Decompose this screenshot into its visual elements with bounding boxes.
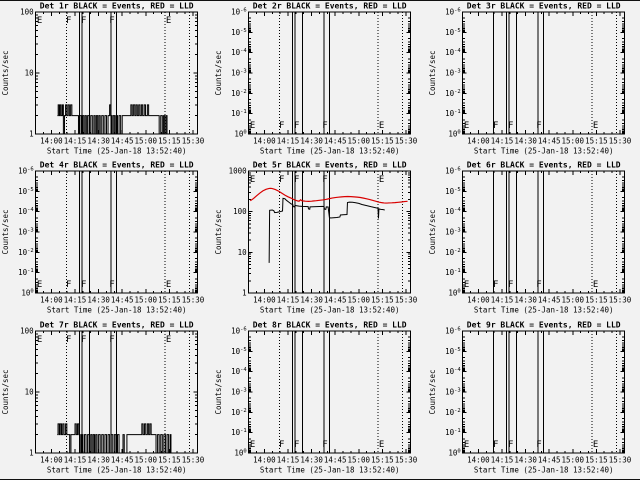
flag-letter: F xyxy=(294,120,300,131)
panel-grid xyxy=(0,1,640,479)
x-tick-label: 14:45 xyxy=(110,295,134,305)
y-tick-label: $10^0$ xyxy=(234,129,248,139)
x-tick-label: 14:15 xyxy=(63,455,87,465)
y-tick-label: 1000 xyxy=(228,166,248,176)
flag-letter: E xyxy=(36,334,43,345)
x-tick-label: 14:45 xyxy=(110,455,134,465)
y-tick-label: $10^{-3}$ xyxy=(231,68,248,78)
x-tick-label: 14:30 xyxy=(514,455,537,465)
events-series xyxy=(269,199,385,263)
flag-letter: F xyxy=(279,120,285,131)
x-tick-label: 14:00 xyxy=(253,295,277,305)
y-tick-label: 1 xyxy=(242,288,248,298)
x-tick-label: 15:30 xyxy=(181,136,205,146)
flag-letter: F xyxy=(507,439,514,450)
y-tick-label: 100 xyxy=(20,7,34,17)
flag-letter: F xyxy=(492,280,499,291)
x-axis-label: Start Time (25-Jan-18 13:52:40) xyxy=(260,465,400,475)
y-tick-label: $10^{-3}$ xyxy=(231,387,248,397)
x-axis-label: Start Time (25-Jan-18 13:52:40) xyxy=(473,305,614,315)
flag-letter: F xyxy=(80,280,87,291)
y-tick-label: $10^{-2}$ xyxy=(18,248,34,258)
x-tick-label: 14:15 xyxy=(277,295,300,305)
x-tick-label: 14:15 xyxy=(63,136,87,146)
x-tick-label: 15:00 xyxy=(134,295,158,305)
flag-letter: F xyxy=(80,334,87,345)
y-tick-label: 100 xyxy=(20,326,34,336)
y-tick-label: $10^{-6}$ xyxy=(444,7,461,17)
panel-title: Det 7r BLACK = Events, RED = LLD xyxy=(39,320,194,330)
x-axis-label: Start Time (25-Jan-18 13:52:40) xyxy=(473,146,614,156)
x-tick-label: 14:15 xyxy=(490,295,513,305)
x-tick-label: 15:00 xyxy=(561,295,584,305)
panel-title: Det 1r BLACK = Events, RED = LLD xyxy=(39,1,194,11)
x-axis-label: Start Time (25-Jan-18 13:52:40) xyxy=(46,146,187,156)
x-tick-label: 15:30 xyxy=(395,455,418,465)
events-series xyxy=(57,424,171,453)
x-tick-label: 15:30 xyxy=(395,136,418,146)
x-tick-label: 14:45 xyxy=(537,136,561,146)
x-tick-label: 14:15 xyxy=(490,136,513,146)
x-tick-label: 14:30 xyxy=(514,295,537,305)
y-tick-label: $10^{-5}$ xyxy=(18,187,34,197)
y-tick-label: $10^0$ xyxy=(21,288,34,298)
flag-letter: F xyxy=(322,175,329,186)
x-tick-label: 14:00 xyxy=(466,136,490,146)
x-tick-label: 15:00 xyxy=(347,295,371,305)
y-tick-label: $10^{-4}$ xyxy=(444,48,461,58)
y-axis-label: Counts/sec xyxy=(214,369,224,415)
x-tick-label: 14:45 xyxy=(324,295,347,305)
detector-panel xyxy=(427,320,640,479)
x-tick-label: 14:30 xyxy=(300,295,324,305)
x-tick-label: 14:45 xyxy=(324,136,347,146)
flag-letter: F xyxy=(535,280,542,291)
x-tick-label: 14:00 xyxy=(253,455,277,465)
y-tick-label: $10^{-1}$ xyxy=(444,268,461,278)
y-axis-label: Counts/sec xyxy=(0,369,10,415)
y-tick-label: $10^{-5}$ xyxy=(444,27,461,37)
panel-title: Det 9r BLACK = Events, RED = LLD xyxy=(466,320,621,330)
flag-letter: F xyxy=(535,439,542,450)
x-tick-label: 15:30 xyxy=(608,295,631,305)
x-tick-label: 15:30 xyxy=(181,455,205,465)
y-tick-label: $10^{-6}$ xyxy=(18,166,34,176)
flag-letter: E xyxy=(165,280,172,291)
y-tick-label: $10^0$ xyxy=(448,288,461,298)
x-tick-label: 15:15 xyxy=(371,455,394,465)
x-tick-label: 14:00 xyxy=(466,455,490,465)
y-axis-label: Counts/sec xyxy=(427,369,437,415)
flag-letter: F xyxy=(322,439,329,450)
y-axis-label: Counts/sec xyxy=(0,209,10,255)
flag-letter: E xyxy=(165,16,172,27)
flag-letter: F xyxy=(109,280,115,291)
y-tick-label: $10^0$ xyxy=(234,448,248,458)
x-tick-label: 14:00 xyxy=(40,455,63,465)
y-tick-label: $10^{-1}$ xyxy=(231,109,248,119)
y-axis-label: Counts/sec xyxy=(214,209,224,255)
x-tick-label: 15:15 xyxy=(584,455,608,465)
detector-panel xyxy=(0,320,213,479)
panel-title: Det 2r BLACK = Events, RED = LLD xyxy=(253,1,407,11)
x-tick-label: 14:00 xyxy=(466,295,490,305)
x-tick-label: 14:45 xyxy=(537,295,561,305)
y-tick-label: 1 xyxy=(29,129,34,139)
y-tick-label: $10^{-4}$ xyxy=(444,207,461,217)
flag-letter: F xyxy=(322,120,329,131)
y-axis-label: Counts/sec xyxy=(427,50,437,96)
y-axis-label: Counts/sec xyxy=(427,209,437,255)
y-tick-label: $10^{-4}$ xyxy=(444,366,461,376)
flag-letter: E xyxy=(165,334,172,345)
flag-letter: E xyxy=(250,120,256,131)
x-axis-label: Start Time (25-Jan-18 13:52:40) xyxy=(260,305,400,315)
panel-title: Det 4r BLACK = Events, RED = LLD xyxy=(39,160,194,170)
flag-letter: F xyxy=(66,16,72,27)
x-tick-label: 14:30 xyxy=(87,295,110,305)
x-axis-label: Start Time (25-Jan-18 13:52:40) xyxy=(260,146,400,156)
flag-letter: F xyxy=(109,16,115,27)
x-tick-label: 14:30 xyxy=(87,136,110,146)
y-tick-label: $10^{-2}$ xyxy=(231,407,248,417)
x-tick-label: 14:15 xyxy=(277,136,300,146)
x-tick-label: 15:00 xyxy=(561,136,584,146)
y-tick-label: 10 xyxy=(24,387,34,397)
flag-letter: F xyxy=(66,280,72,291)
y-tick-label: $10^0$ xyxy=(448,129,461,139)
flag-letter: F xyxy=(66,334,72,345)
y-axis-label: Counts/sec xyxy=(0,50,10,96)
x-tick-label: 15:00 xyxy=(561,455,584,465)
x-tick-label: 15:15 xyxy=(158,136,181,146)
flag-letter: F xyxy=(80,16,87,27)
y-tick-label: $10^0$ xyxy=(448,448,461,458)
y-tick-label: $10^{-3}$ xyxy=(18,227,34,237)
panel-title: Det 6r BLACK = Events, RED = LLD xyxy=(466,160,621,170)
x-axis-label: Start Time (25-Jan-18 13:52:40) xyxy=(46,465,187,475)
x-tick-label: 14:45 xyxy=(324,455,347,465)
y-tick-label: $10^{-1}$ xyxy=(231,427,248,437)
x-tick-label: 14:30 xyxy=(300,455,324,465)
flag-letter: F xyxy=(294,175,300,186)
x-tick-label: 14:45 xyxy=(110,136,134,146)
x-axis-label: Start Time (25-Jan-18 13:52:40) xyxy=(473,465,614,475)
flag-letter: E xyxy=(36,16,43,27)
x-tick-label: 14:30 xyxy=(514,136,537,146)
detector-panel xyxy=(213,160,426,319)
y-tick-label: $10^{-4}$ xyxy=(231,366,248,376)
flag-letter: E xyxy=(379,439,385,450)
x-tick-label: 15:00 xyxy=(347,136,371,146)
x-tick-label: 14:15 xyxy=(63,295,87,305)
y-tick-label: $10^{-6}$ xyxy=(231,326,248,336)
flag-letter: F xyxy=(492,120,499,131)
flag-letter: E xyxy=(379,120,385,131)
x-tick-label: 15:15 xyxy=(158,295,181,305)
flag-letter: F xyxy=(294,439,300,450)
detector-panel xyxy=(0,160,213,319)
flag-letter: E xyxy=(463,120,469,131)
y-tick-label: $10^{-2}$ xyxy=(444,407,461,417)
y-tick-label: 10 xyxy=(238,248,248,258)
detector-panel xyxy=(213,1,426,160)
y-tick-label: $10^{-6}$ xyxy=(444,166,461,176)
y-tick-label: $10^{-5}$ xyxy=(444,187,461,197)
y-tick-label: $10^{-6}$ xyxy=(231,7,248,17)
flag-letter: E xyxy=(592,280,598,291)
flag-letter: F xyxy=(109,334,115,345)
flag-letter: F xyxy=(507,120,514,131)
events-series xyxy=(57,105,167,134)
x-tick-label: 15:15 xyxy=(371,295,394,305)
x-tick-label: 15:15 xyxy=(158,455,181,465)
flag-letter: F xyxy=(507,280,514,291)
y-tick-label: 100 xyxy=(233,207,248,217)
flag-letter: E xyxy=(250,439,256,450)
x-tick-label: 15:30 xyxy=(608,136,631,146)
flag-letter: E xyxy=(250,175,256,186)
y-tick-label: $10^{-5}$ xyxy=(444,346,461,356)
x-tick-label: 14:00 xyxy=(253,136,277,146)
x-tick-label: 14:15 xyxy=(277,455,300,465)
flag-letter: E xyxy=(592,439,598,450)
y-tick-label: $10^{-6}$ xyxy=(444,326,461,336)
flag-letter: F xyxy=(279,439,285,450)
x-axis-label: Start Time (25-Jan-18 13:52:40) xyxy=(46,305,187,315)
y-tick-label: 1 xyxy=(29,448,34,458)
x-tick-label: 15:15 xyxy=(584,136,608,146)
x-tick-label: 15:15 xyxy=(371,136,394,146)
x-tick-label: 15:00 xyxy=(134,455,158,465)
y-tick-label: $10^{-1}$ xyxy=(444,109,461,119)
panel-title: Det 8r BLACK = Events, RED = LLD xyxy=(253,320,407,330)
x-tick-label: 14:15 xyxy=(490,455,513,465)
y-axis-label: Counts/sec xyxy=(214,50,224,96)
y-tick-label: $10^{-2}$ xyxy=(231,88,248,98)
detector-panel xyxy=(0,1,213,160)
flag-letter: E xyxy=(463,280,469,291)
x-tick-label: 15:00 xyxy=(347,455,371,465)
y-tick-label: $10^{-3}$ xyxy=(444,387,461,397)
x-tick-label: 14:30 xyxy=(300,136,324,146)
y-tick-label: $10^{-1}$ xyxy=(18,268,34,278)
y-tick-label: $10^{-4}$ xyxy=(231,48,248,58)
y-tick-label: $10^{-4}$ xyxy=(18,207,34,217)
y-tick-label: $10^{-2}$ xyxy=(444,248,461,258)
x-tick-label: 15:30 xyxy=(181,295,205,305)
x-tick-label: 15:30 xyxy=(395,295,418,305)
panel-title: Det 5r BLACK = Events, RED = LLD xyxy=(253,160,407,170)
x-tick-label: 15:15 xyxy=(584,295,608,305)
flag-letter: F xyxy=(535,120,542,131)
flag-letter: F xyxy=(279,175,285,186)
y-tick-label: $10^{-5}$ xyxy=(231,27,248,37)
flag-letter: E xyxy=(36,280,43,291)
flag-letter: E xyxy=(592,120,598,131)
panel-title: Det 3r BLACK = Events, RED = LLD xyxy=(466,1,621,11)
flag-letter: E xyxy=(463,439,469,450)
y-tick-label: $10^{-3}$ xyxy=(444,227,461,237)
x-tick-label: 14:00 xyxy=(40,136,63,146)
y-tick-label: $10^{-5}$ xyxy=(231,346,248,356)
x-tick-label: 14:00 xyxy=(40,295,63,305)
y-tick-label: $10^{-2}$ xyxy=(444,88,461,98)
x-tick-label: 15:00 xyxy=(134,136,158,146)
detector-panel xyxy=(213,320,426,479)
detector-panel xyxy=(427,160,640,319)
flag-letter: E xyxy=(379,175,385,186)
x-tick-label: 14:30 xyxy=(87,455,110,465)
y-tick-label: $10^{-1}$ xyxy=(444,427,461,437)
y-tick-label: $10^{-3}$ xyxy=(444,68,461,78)
x-tick-label: 14:45 xyxy=(537,455,561,465)
flag-letter: F xyxy=(492,439,499,450)
x-tick-label: 15:30 xyxy=(608,455,631,465)
detector-panel xyxy=(427,1,640,160)
y-tick-label: 10 xyxy=(24,68,34,78)
